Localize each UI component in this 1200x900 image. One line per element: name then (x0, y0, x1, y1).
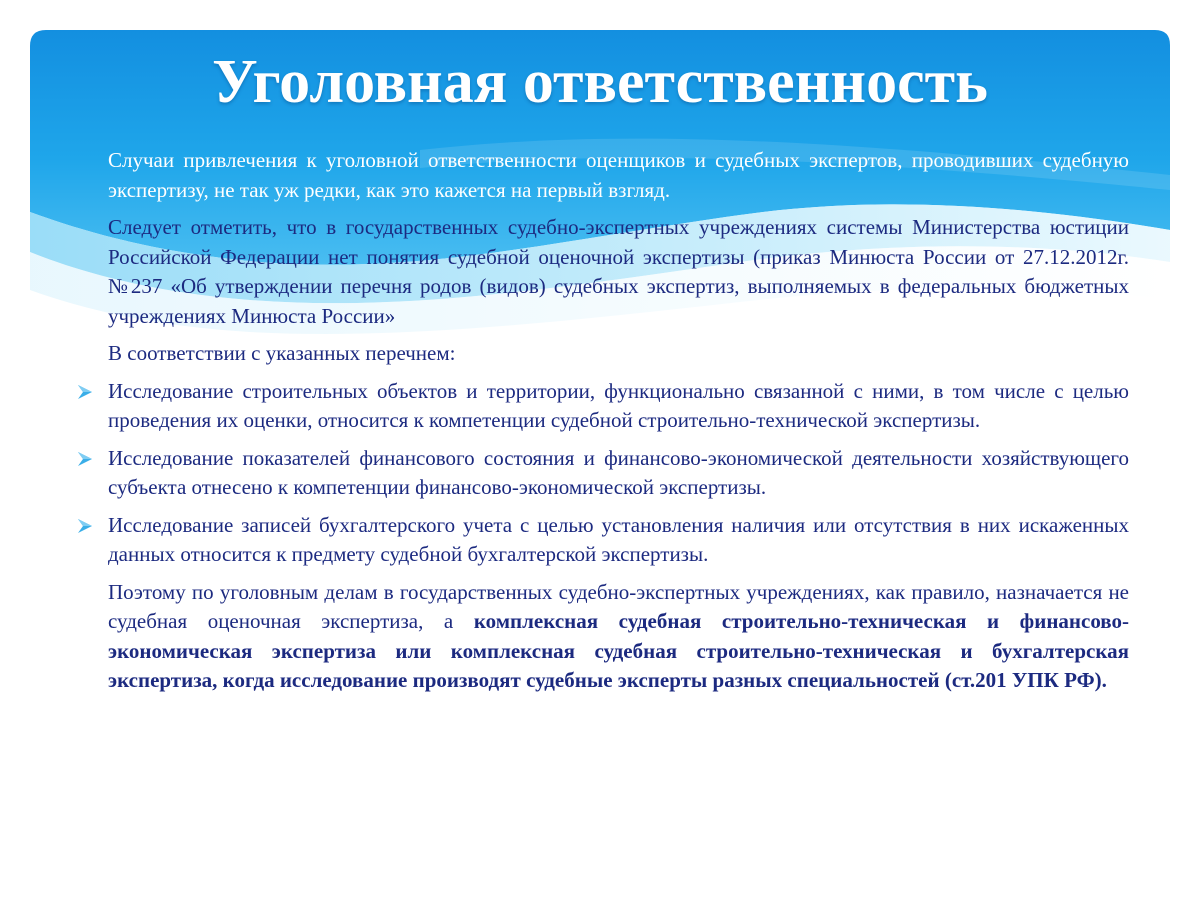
paragraph-conclusion (75, 578, 1129, 696)
paragraph-list-lead: В соответствии с указанных перечнем: (108, 341, 456, 365)
bullet-item-financial (75, 444, 1129, 503)
conclusion-emphasis: комплексная судебная строительно-техническая и финансово-экономическая экспертиза или комплексная судебная строительно-техническая и бухгалтерская экспертиза, когда исследование производят судебные эксперты разных специальностей (ст.201 УПК РФ). (108, 609, 1130, 692)
chevron-arrow-icon (76, 383, 94, 401)
bullet-text: Исследование записей бухгалтерского учета с целью установления наличия или отсутствия в них искаженных данных относится к предмету судебной бухгалтерской экспертизы. (108, 512, 1129, 566)
bullet-item-construction (75, 377, 1129, 436)
bullet-text: Исследование показателей финансового состояния и финансово-экономической деятельности хозяйствующего субъекта отнесено к компетенции финансово-экономической экспертизы. (108, 445, 1129, 499)
page-title: Уголовная ответственность (212, 48, 988, 116)
chevron-arrow-icon (76, 450, 94, 468)
paragraph-ministry-note: Следует отметить, что в государственных судебно-экспертных учреждениях системы Министерства юстиции Российской Федерации нет понятия судебной оценочной экспертизы (приказ Минюста России от 27.12.2012г. №237 «Об утверждении перечня родов (видов) судебных экспертиз, выполняемых в федеральных бюджетных учреждениях Минюста России» (108, 215, 1129, 328)
slide-body (75, 146, 1129, 704)
chevron-arrow-icon (76, 517, 94, 535)
bullet-item-accounting (75, 511, 1129, 570)
bullet-text: Исследование строительных объектов и территории, функционально связанной с ними, в том числе с целью проведения их оценки, относится к компетенции судебной строительно-технической экспертизы. (108, 378, 1129, 432)
conclusion-text: Поэтому по уголовным делам в государственных судебно-экспертных учреждениях, как правило, назначается не судебная оценочная экспертиза, а (108, 579, 1129, 633)
paragraph-intro: Случаи привлечения к уголовной ответственности оценщиков и судебных экспертов, проводивших судебную экспертизу, не так уж редки, как это кажется на первый взгляд. (108, 148, 1129, 202)
